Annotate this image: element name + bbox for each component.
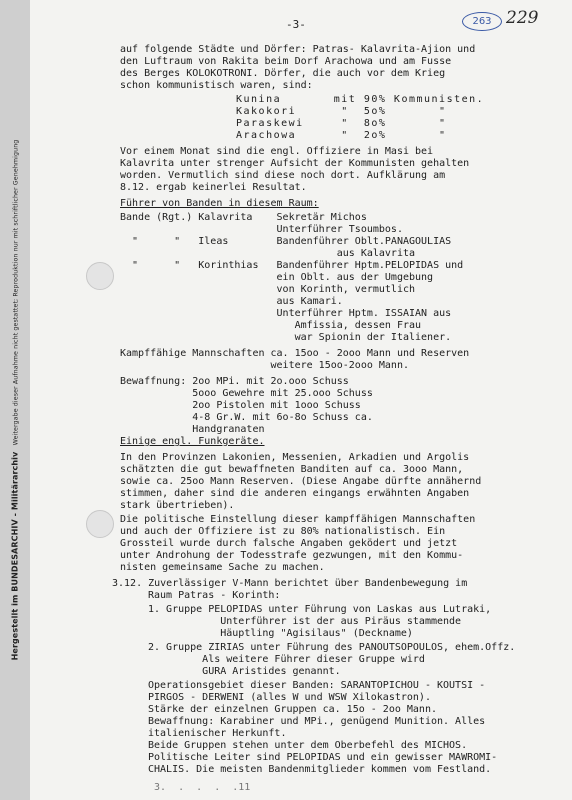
text-line: Beide Gruppen stehen unter dem Oberbefehl des MICHOS. <box>148 740 468 751</box>
text-line: Häuptling "Agisilaus" (Deckname) <box>148 628 413 639</box>
text-line: In den Provinzen Lakonien, Messenien, Arkadien und Argolis <box>120 452 470 463</box>
text-line: worden. Vermutlich sind diese noch dort. Aufklärung am <box>120 170 446 181</box>
text-line: " " Ileas Bandenführer Oblt.PANAGOULIAS <box>120 236 452 247</box>
text-line: Kakokori " 5o% " <box>236 106 447 117</box>
text-line: Kalavrita unter strenger Aufsicht der Kommunisten gehalten <box>120 158 470 169</box>
page-number: -3- <box>286 18 306 31</box>
footer-line: 3. . . . .11 <box>154 782 251 793</box>
text-line: den Luftraum von Rakita beim Dorf Arachowa und am Fusse <box>120 56 452 67</box>
text-line: von Korinth, vermutlich <box>120 284 416 295</box>
text-line: GURA Aristides genannt. <box>148 666 341 677</box>
text-line: 2. Gruppe ZIRIAS unter Führung des PANOUTSOPOULOS, ehem.Offz. <box>148 642 516 653</box>
text-line: Operationsgebiet dieser Banden: SARANTOPICHOU - KOUTSI - <box>148 680 486 691</box>
text-line: ein Oblt. aus der Umgebung <box>120 272 434 283</box>
text-line: 8.12. ergab keinerlei Resultat. <box>120 182 307 193</box>
text-line: Als weitere Führer dieser Gruppe wird <box>148 654 425 665</box>
text-line: unter Androhung der Todesstrafe gezwungen, mit den Kommu- <box>120 550 464 561</box>
text-line: Bewaffnung: 2oo MPi. mit 2o.ooo Schuss <box>120 376 349 387</box>
text-line: PIRGOS - DERWENI (alles W und WSW Xilokastron). <box>148 692 431 703</box>
text-line: aus Kamari. <box>120 296 343 307</box>
text-line: des Berges KOLOKOTRONI. Dörfer, die auch vor dem Krieg <box>120 68 446 79</box>
text-line: sowie ca. 25oo Mann Reserven. (Diese Angabe dürfte annähernd <box>120 476 482 487</box>
text-line: 3.12. Zuverlässiger V-Mann berichtet über Bandenbewegung im <box>112 578 468 589</box>
section-heading: Einige engl. Funkgeräte. <box>120 436 265 447</box>
text-line: Handgranaten <box>120 424 265 435</box>
text-line: Raum Patras - Korinth: <box>148 590 281 601</box>
archive-stamp: 263 <box>462 12 502 31</box>
archive-restriction: Weitergabe dieser Aufnahme nicht gestattet; Reproduktion nur mit schriftlicher Genehmigung <box>12 139 20 446</box>
archive-institution: Hergestellt im BUNDESARCHIV - Militärarchiv <box>10 451 20 661</box>
document-page <box>30 0 572 800</box>
text-line: Bande (Rgt.) Kalavrita Sekretär Michos <box>120 212 367 223</box>
text-line: Unterführer ist der aus Piräus stammende <box>148 616 462 627</box>
text-line: Unterführer Hptm. ISSAIAN aus <box>120 308 452 319</box>
text-line: Amfissia, dessen Frau <box>120 320 422 331</box>
text-line: Stärke der einzelnen Gruppen ca. 15o - 2oo Mann. <box>148 704 437 715</box>
text-line: Kampffähige Mannschaften ca. 15oo - 2ooo Mann und Reserven <box>120 348 470 359</box>
text-line: war Spionin der Italiener. <box>120 332 452 343</box>
text-line: Die politische Einstellung dieser kampffähigen Mannschaften <box>120 514 476 525</box>
text-line: aus Kalavrita <box>120 248 416 259</box>
archive-notice <box>11 140 20 661</box>
text-line: Paraskewi " 8o% " <box>236 118 447 129</box>
text-line: schon kommunistisch waren, sind: <box>120 80 313 91</box>
text-line: Grossteil wurde durch falsche Angaben geködert und jetzt <box>120 538 458 549</box>
text-line: weitere 15oo-2ooo Mann. <box>120 360 409 371</box>
text-line: Vor einem Monat sind die engl. Offiziere in Masi bei <box>120 146 434 157</box>
text-line: stark übertrieben). <box>120 500 235 511</box>
text-line: 5ooo Gewehre mit 25.ooo Schuss <box>120 388 373 399</box>
text-line: Politische Leiter sind PELOPIDAS und ein gewisser MAWROMI- <box>148 752 498 763</box>
text-line: 1. Gruppe PELOPIDAS unter Führung von Laskas aus Lutraki, <box>148 604 492 615</box>
section-heading: Führer von Banden in diesem Raum: <box>120 198 319 209</box>
text-line: und auch der Offiziere ist zu 80% nationalistisch. Ein <box>120 526 446 537</box>
folio-number: 229 <box>506 8 539 28</box>
archive-margin <box>0 0 30 800</box>
text-line: nisten gemeinsame Sache zu machen. <box>120 562 325 573</box>
text-line: stimmen, daher sind die anderen eingangs erwähnten Angaben <box>120 488 470 499</box>
punch-hole <box>86 510 114 538</box>
text-line: Unterführer Tsoumbos. <box>120 224 403 235</box>
text-line: auf folgende Städte und Dörfer: Patras- Kalavrita-Ajion und <box>120 44 476 55</box>
text-line: 4-8 Gr.W. mit 6o-8o Schuss ca. <box>120 412 373 423</box>
text-line: Kunina mit 90% Kommunisten. <box>236 94 485 105</box>
text-line: 2oo Pistolen mit 1ooo Schuss <box>120 400 361 411</box>
text-line: Bewaffnung: Karabiner und MPi., genügend Munition. Alles <box>148 716 486 727</box>
punch-hole <box>86 262 114 290</box>
text-line: Arachowa " 2o% " <box>236 130 447 141</box>
text-line: CHALIS. Die meisten Bandenmitglieder kommen vom Festland. <box>148 764 492 775</box>
text-line: italienischer Herkunft. <box>148 728 287 739</box>
text-line: " " Korinthias Bandenführer Hptm.PELOPIDAS und <box>120 260 464 271</box>
text-line: schätzten die gut bewaffneten Banditen auf ca. 3ooo Mann, <box>120 464 464 475</box>
